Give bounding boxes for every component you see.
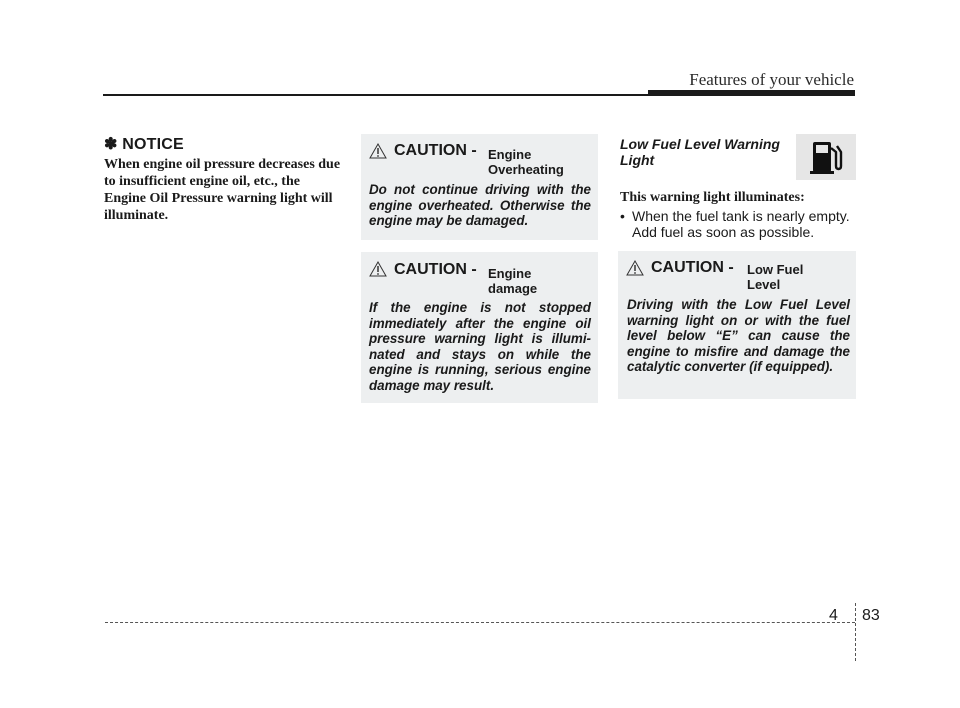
running-header: Features of your vehicle (689, 70, 854, 89)
caution-engine-overheating (361, 134, 598, 240)
caution-engine-damage (361, 252, 598, 403)
caution-subtitle: Low Fuel Level (747, 262, 804, 292)
footer-divider (855, 603, 856, 661)
caution-text: If the engine is not stopped immediately after the engine oil pressure warning light is illumi- nated and stays on while the engine is running, serious engine damage may result. (369, 300, 591, 393)
fuel-bullet-item (620, 208, 860, 240)
caution-subtitle: Engine Overheating (488, 147, 564, 177)
fuel-warning-heading: Low Fuel Level Warning Light (620, 136, 780, 168)
warning-triangle-icon (626, 260, 644, 276)
fuel-pump-icon (796, 134, 856, 180)
bullet-text: When the fuel tank is nearly empty. Add fuel as soon as possible. (632, 208, 850, 240)
caution-text: Do not continue driving with the engine overheated. Otherwise the engine may be damaged. (369, 182, 591, 228)
caution-label: CAUTION - (394, 261, 477, 278)
header-rule (103, 94, 853, 96)
notice-title (104, 134, 184, 154)
notice-symbol: ✽ (104, 136, 118, 153)
caution-label: CAUTION - (394, 142, 477, 159)
chapter-number: 4 (829, 607, 838, 624)
page-number: 83 (862, 607, 880, 624)
notice-label: NOTICE (122, 136, 184, 153)
warning-triangle-icon (369, 261, 387, 277)
warning-triangle-icon (369, 143, 387, 159)
fuel-icon-box (796, 134, 856, 180)
caution-subtitle: Engine damage (488, 266, 538, 296)
footer-rule (105, 622, 855, 623)
bullet-dot: • (620, 208, 625, 224)
caution-low-fuel-level (618, 251, 856, 399)
fuel-intro: This warning light illuminates: (620, 190, 805, 205)
notice-body: When engine oil pressure decreases due to insufficient engine oil, etc., the Engine Oil Pressure warning light will illuminate. (104, 157, 341, 223)
caution-text: Driving with the Low Fuel Level warning light on or with the fuel level below “E” can cause the engine to misfire and damage the catalytic converter (if equipped). (627, 297, 850, 374)
caution-label: CAUTION - (651, 259, 734, 276)
